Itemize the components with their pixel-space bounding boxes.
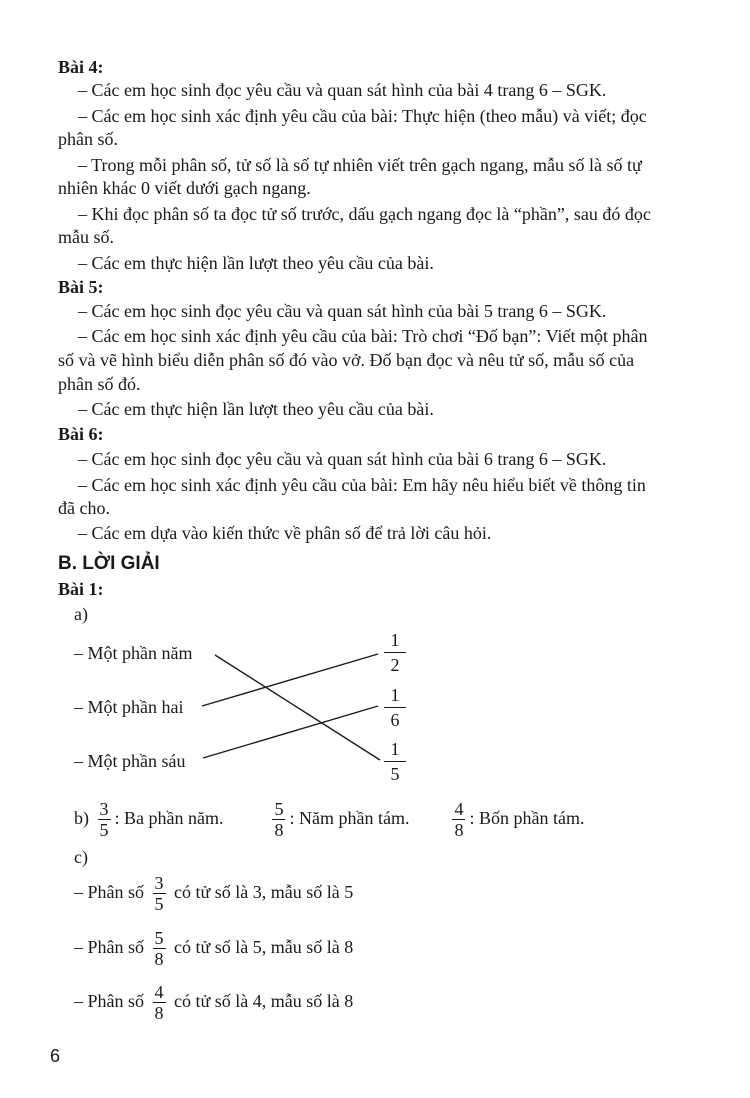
part-c-frac-3-num: 4 bbox=[154, 982, 164, 1003]
bai1-part-b-label: b) bbox=[74, 808, 89, 828]
part-b-frac-1-den: 5 bbox=[99, 820, 109, 841]
bai1-part-a-label: a) bbox=[74, 604, 88, 624]
part-b-frac-1-num: 3 bbox=[99, 799, 109, 820]
part-c-frac-1 bbox=[153, 873, 166, 914]
section-b-heading: B. LỜI GIẢI bbox=[58, 553, 160, 574]
part-b-frac-2 bbox=[272, 799, 285, 840]
part-c-frac-3-den: 8 bbox=[154, 1003, 164, 1024]
part-c-suffix-2: có tử số là 5, mẫu số là 8 bbox=[174, 937, 354, 957]
bai4-title: Bài 4: bbox=[58, 57, 104, 77]
part-c-suffix-3: có tử số là 4, mẫu số là 8 bbox=[174, 991, 354, 1011]
match-right-frac-2-den: 6 bbox=[384, 707, 406, 732]
bai4-line-2: – Các em học sinh xác định yêu cầu của bài: Thực hiện (theo mẫu) và viết; đọc bbox=[78, 106, 647, 126]
part-b-frac-2-num: 5 bbox=[274, 799, 284, 820]
bai1-part-c-label: c) bbox=[74, 847, 88, 867]
part-b-frac-3-num: 4 bbox=[454, 799, 464, 820]
bai4-line-3: phân số. bbox=[58, 129, 118, 149]
part-c-suffix-1: có tử số là 3, mẫu số là 5 bbox=[174, 882, 354, 902]
bai1-part-b-row bbox=[74, 796, 584, 840]
part-c-row-1 bbox=[74, 870, 353, 914]
bai6-line-1: – Các em học sinh đọc yêu cầu và quan sát hình của bài 6 trang 6 – SGK. bbox=[78, 449, 607, 469]
part-b-frac-1 bbox=[98, 799, 111, 840]
match-right-frac-1-den: 2 bbox=[384, 652, 406, 677]
part-c-prefix-2: – Phân số bbox=[74, 937, 145, 957]
bai6-line-2: – Các em học sinh xác định yêu cầu của bài: Em hãy nêu hiểu biết về thông tin bbox=[78, 475, 646, 495]
part-c-frac-1-den: 5 bbox=[154, 894, 164, 915]
bai4-line-6: – Khi đọc phân số ta đọc tử số trước, dấu gạch ngang đọc là “phần”, sau đó đọc bbox=[78, 204, 651, 224]
match-right-frac-2-num: 1 bbox=[390, 685, 400, 705]
part-c-row-2 bbox=[74, 925, 353, 969]
bai4-line-5: nhiên khác 0 viết dưới gạch ngang. bbox=[58, 178, 311, 198]
part-b-frac-3-den: 8 bbox=[454, 820, 464, 841]
part-c-prefix-3: – Phân số bbox=[74, 991, 145, 1011]
part-c-frac-2-den: 8 bbox=[154, 949, 164, 970]
bai4-line-4: – Trong mỗi phân số, tử số là số tự nhiên viết trên gạch ngang, mẫu số là số tự bbox=[78, 155, 642, 175]
part-b-text-1: : Ba phần năm. bbox=[114, 808, 224, 828]
bai1-title: Bài 1: bbox=[58, 579, 104, 599]
bai5-line-1: – Các em học sinh đọc yêu cầu và quan sát hình của bài 5 trang 6 – SGK. bbox=[78, 301, 607, 321]
bai4-line-8: – Các em thực hiện lần lượt theo yêu cầu của bài. bbox=[78, 253, 434, 273]
bai4-line-1: – Các em học sinh đọc yêu cầu và quan sát hình của bài 4 trang 6 – SGK. bbox=[78, 80, 607, 100]
bai5-title: Bài 5: bbox=[58, 277, 104, 297]
match-line-one-sixth bbox=[203, 706, 378, 758]
bai5-line-3: số và vẽ hình biểu diễn phân số đó vào vở. Đố bạn đọc và nêu tử số, mẫu số của bbox=[58, 350, 635, 370]
bai6-title: Bài 6: bbox=[58, 424, 104, 444]
match-right-frac-3-den: 5 bbox=[384, 761, 406, 786]
match-left-3: – Một phần sáu bbox=[74, 751, 186, 771]
part-c-row-3 bbox=[74, 979, 353, 1023]
part-b-text-3: : Bốn phần tám. bbox=[469, 808, 585, 828]
part-b-frac-3 bbox=[452, 799, 465, 840]
bai5-line-5: – Các em thực hiện lần lượt theo yêu cầu của bài. bbox=[78, 399, 434, 419]
match-line-one-half bbox=[202, 654, 378, 706]
match-right-frac-3-num: 1 bbox=[390, 739, 400, 759]
part-c-frac-2-num: 5 bbox=[154, 928, 164, 949]
part-b-text-2: : Năm phần tám. bbox=[289, 808, 410, 828]
bai5-line-2: – Các em học sinh xác định yêu cầu của bài: Trò chơi “Đố bạn”: Viết một phân bbox=[78, 326, 648, 346]
match-line-one-fifth bbox=[215, 655, 380, 760]
part-c-frac-1-num: 3 bbox=[154, 873, 164, 894]
bai6-line-4: – Các em dựa vào kiến thức về phân số để trả lời câu hỏi. bbox=[78, 523, 492, 543]
part-b-frac-2-den: 8 bbox=[274, 820, 284, 841]
bai6-line-3: đã cho. bbox=[58, 498, 110, 518]
match-left-1: – Một phần năm bbox=[74, 643, 193, 663]
bai5-line-4: phân số đó. bbox=[58, 374, 141, 394]
part-c-frac-3 bbox=[153, 982, 166, 1023]
page-number: 6 bbox=[50, 1046, 61, 1066]
part-c-frac-2 bbox=[153, 928, 166, 969]
part-c-prefix-1: – Phân số bbox=[74, 882, 145, 902]
bai4-line-7: mẫu số. bbox=[58, 227, 114, 247]
match-left-2: – Một phần hai bbox=[74, 697, 184, 717]
match-right-frac-1-num: 1 bbox=[390, 630, 400, 650]
